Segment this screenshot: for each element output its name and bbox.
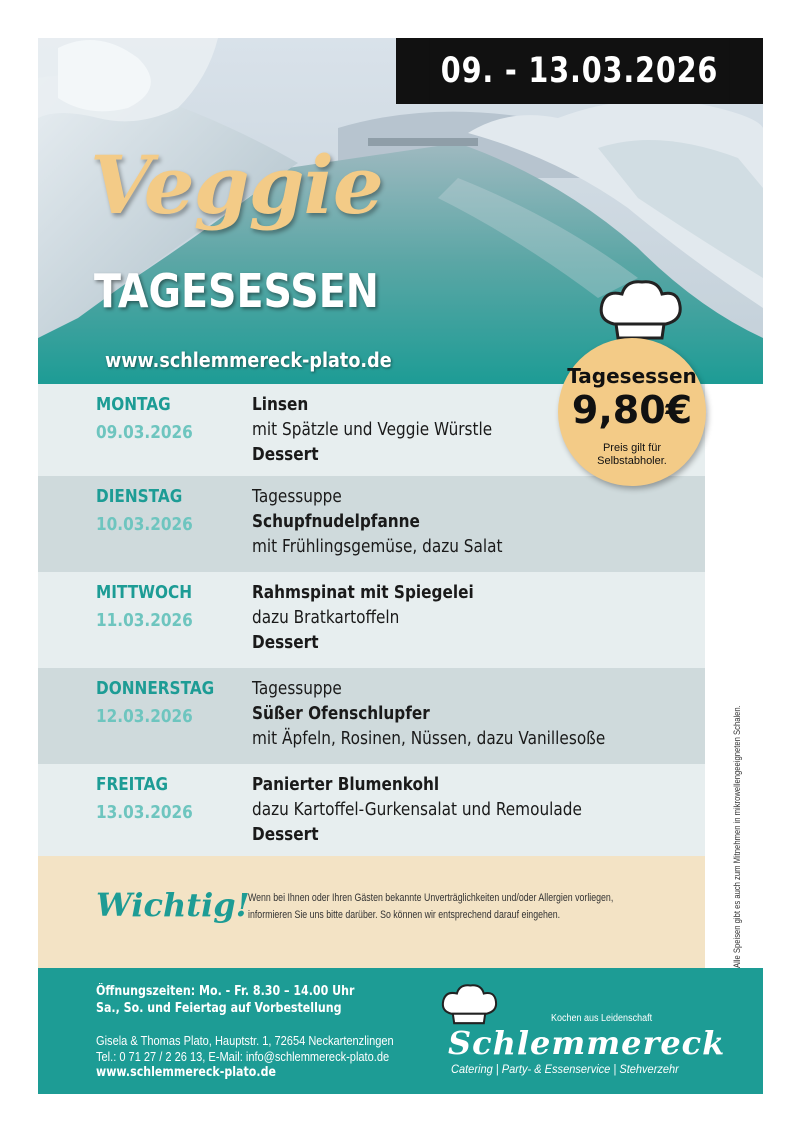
menu-date: 13.03.2026 [96, 802, 193, 823]
notice-title: Wichtig! [96, 886, 250, 924]
side-note: Alle Speisen gibt es auch zum Mitnehmen in mikrowellengeeigneten Schalen. [732, 705, 742, 968]
chef-hat-icon [594, 276, 686, 346]
contact-info[interactable]: Tel.: 0 71 27 / 2 26 13, E-Mail: info@schlemmereck-plato.de [96, 1049, 390, 1064]
logo-name: Schlemmereck [448, 1024, 726, 1062]
menu-day: FREITAG [96, 774, 169, 795]
website-link-footer[interactable]: www.schlemmereck-plato.de [96, 1065, 276, 1080]
dish-line: dazu Bratkartoffeln [252, 607, 400, 628]
dish-line: Tagessuppe [252, 486, 342, 507]
menu-dish [252, 772, 626, 847]
chef-hat-icon [438, 980, 500, 1030]
dish-line: mit Spätzle und Veggie Würstle [252, 419, 493, 440]
website-link-top[interactable]: www.schlemmereck-plato.de [105, 348, 392, 372]
menu-row [38, 476, 705, 572]
dish-line: mit Frühlingsgemüse, dazu Salat [252, 536, 503, 557]
notice-line: informieren Sie uns bitte darüber. So können wir entsprechend darauf eingehen. [248, 909, 561, 921]
date-range: 09. - 13.03.2026 [429, 38, 730, 104]
price-note [558, 442, 706, 468]
allergy-notice [38, 856, 705, 968]
menu-row [38, 668, 705, 764]
dish-line: Schupfnudelpfanne [252, 511, 420, 532]
logo-tagline: Kochen aus Leidenschaft [551, 1013, 653, 1024]
menu-dish [252, 484, 626, 559]
menu-row [38, 764, 705, 860]
menu-day: MONTAG [96, 394, 171, 415]
menu-day: DIENSTAG [96, 486, 183, 507]
title-veggie: Veggie [90, 138, 383, 232]
menu-date: 12.03.2026 [96, 706, 193, 727]
menu-date: 10.03.2026 [96, 514, 193, 535]
address: Gisela & Thomas Plato, Hauptstr. 1, 72654 Neckartenzlingen [96, 1033, 394, 1048]
price-label: Tagesessen [567, 364, 697, 388]
weekend-hours: Sa., So. und Feiertag auf Vorbestellung [96, 1001, 342, 1016]
dish-line: Linsen [252, 394, 309, 415]
dish-line: Dessert [252, 632, 319, 653]
footer [38, 968, 763, 1094]
menu-dish [252, 676, 626, 751]
notice-line: Wenn bei Ihnen oder Ihren Gästen bekannte Unverträglichkeiten und/oder Allergien vorliegen, [248, 892, 614, 904]
menu-date: 09.03.2026 [96, 422, 193, 443]
opening-hours: Öffnungszeiten: Mo. - Fr. 8.30 – 14.00 Uhr [96, 984, 355, 999]
dish-line: Dessert [252, 824, 319, 845]
price-value: 9,80€ [571, 388, 693, 432]
price-note-line: Preis gilt für [602, 442, 662, 454]
title-tagesessen: TAGESESSEN [94, 264, 379, 318]
price-badge [558, 338, 706, 486]
dish-line: Rahmspinat mit Spiegelei [252, 582, 474, 603]
dish-line: Tagessuppe [252, 678, 342, 699]
poster [38, 38, 763, 1094]
notice-text [248, 890, 664, 924]
logo-services: Catering | Party- & Essenservice | Stehverzehr [451, 1062, 679, 1076]
dish-line: Panierter Blumenkohl [252, 774, 440, 795]
menu-day: MITTWOCH [96, 582, 193, 603]
dish-line: mit Äpfeln, Rosinen, Nüssen, dazu Vanillesoße [252, 728, 606, 749]
menu-day: DONNERSTAG [96, 678, 215, 699]
price-note-line: Selbstabholer. [597, 455, 667, 467]
dish-line: Dessert [252, 444, 319, 465]
menu-row [38, 572, 705, 668]
dish-line: dazu Kartoffel-Gurkensalat und Remoulade [252, 799, 582, 820]
menu-dish [252, 580, 626, 655]
menu-date: 11.03.2026 [96, 610, 193, 631]
dish-line: Süßer Ofenschlupfer [252, 703, 430, 724]
